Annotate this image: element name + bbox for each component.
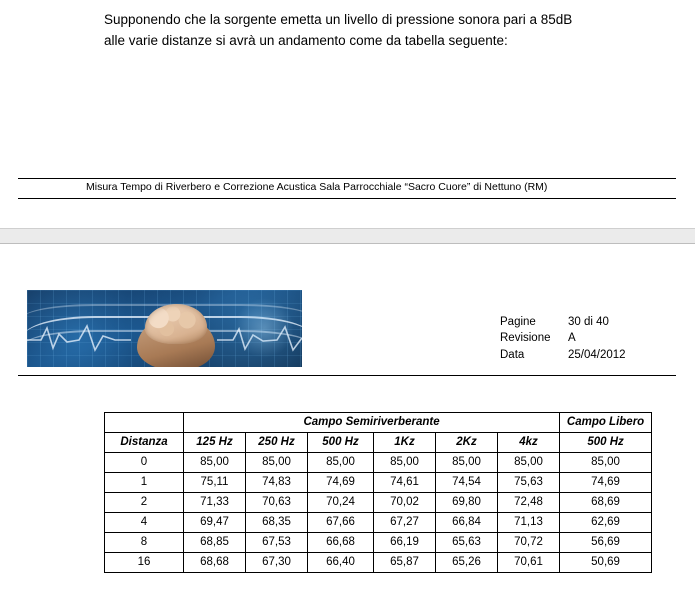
cell-value: 75,11 (184, 473, 246, 493)
table-column-header-row (105, 433, 652, 453)
table-col-500hz: 500 Hz (308, 433, 374, 453)
cell-value: 67,66 (308, 513, 374, 533)
head-illustration (131, 302, 219, 367)
intro-paragraph (104, 10, 664, 52)
footer-divider-top (18, 178, 676, 179)
meta-value-pagine: 30 di 40 (568, 316, 609, 328)
page-separator-line-top (0, 228, 695, 229)
cell-value: 65,87 (374, 553, 436, 573)
cell-value: 66,68 (308, 533, 374, 553)
cell-value: 65,63 (436, 533, 498, 553)
cell-distanza: 16 (105, 553, 184, 573)
cell-distanza: 8 (105, 533, 184, 553)
cell-value: 56,69 (560, 533, 652, 553)
cell-distanza: 1 (105, 473, 184, 493)
cell-value: 70,72 (498, 533, 560, 553)
cell-distanza: 4 (105, 513, 184, 533)
meta-value-data: 25/04/2012 (568, 348, 626, 361)
table-row (105, 493, 652, 513)
cell-value: 85,00 (374, 453, 436, 473)
cell-value: 74,83 (246, 473, 308, 493)
cell-value: 66,84 (436, 513, 498, 533)
cell-value: 69,47 (184, 513, 246, 533)
meta-row (500, 347, 626, 363)
cell-value: 62,69 (560, 513, 652, 533)
cell-value: 74,69 (308, 473, 374, 493)
page-separator (0, 228, 695, 244)
document-meta (500, 314, 626, 363)
page-fragment-bottom (0, 244, 695, 600)
cell-value: 67,53 (246, 533, 308, 553)
cell-value: 67,30 (246, 553, 308, 573)
cell-value: 66,40 (308, 553, 374, 573)
cell-value: 85,00 (308, 453, 374, 473)
table-row (105, 513, 652, 533)
meta-label-data: Data (500, 348, 525, 361)
intro-line-1: Supponendo che la sorgente emetta un livello di pressione sonora pari a 85dB (104, 12, 573, 27)
cell-value: 70,63 (246, 493, 308, 513)
cell-value: 85,00 (246, 453, 308, 473)
table-row (105, 473, 652, 493)
table-col-125hz: 125 Hz (184, 433, 246, 453)
cell-value: 74,61 (374, 473, 436, 493)
cell-value: 70,24 (308, 493, 374, 513)
table-col-4kz: 4kz (498, 433, 560, 453)
cell-value: 85,00 (184, 453, 246, 473)
cell-value: 69,80 (436, 493, 498, 513)
table-group-header-semiriverberante: Campo Semiriverberante (184, 413, 560, 433)
footer-divider-bottom (18, 198, 676, 199)
table-row (105, 453, 652, 473)
cell-value: 50,69 (560, 553, 652, 573)
image-glow (234, 298, 294, 358)
cell-value: 71,13 (498, 513, 560, 533)
table-group-header-blank (105, 413, 184, 433)
table-col-500hz-libero: 500 Hz (560, 433, 652, 453)
cell-value: 68,69 (560, 493, 652, 513)
cell-distanza: 0 (105, 453, 184, 473)
page-fragment-top (0, 0, 695, 228)
brain-icon (145, 304, 207, 344)
cell-value: 67,27 (374, 513, 436, 533)
table-group-header-libero: Campo Libero (560, 413, 652, 433)
cell-value: 72,48 (498, 493, 560, 513)
cell-value: 85,00 (498, 453, 560, 473)
table-col-distanza: Distanza (105, 433, 184, 453)
cell-value: 71,33 (184, 493, 246, 513)
cell-value: 65,26 (436, 553, 498, 573)
cell-value: 68,35 (246, 513, 308, 533)
cell-value: 74,54 (436, 473, 498, 493)
meta-row (500, 314, 626, 330)
intro-line-2: alle varie distanze si avrà un andamento come da tabella seguente: (104, 32, 508, 48)
cell-distanza: 2 (105, 493, 184, 513)
brain-waveform-image (27, 290, 302, 367)
cell-value: 85,00 (560, 453, 652, 473)
meta-value-revisione: A (568, 332, 576, 345)
table-row (105, 553, 652, 573)
cell-value: 68,68 (184, 553, 246, 573)
cell-value: 75,63 (498, 473, 560, 493)
table-col-1kz: 1Kz (374, 433, 436, 453)
footer-note: Misura Tempo di Riverbero e Correzione Acustica Sala Parrocchiale “Sacro Cuore” di Nettuno (RM) (86, 181, 548, 193)
meta-row (500, 330, 626, 346)
table-col-250hz: 250 Hz (246, 433, 308, 453)
cell-value: 66,19 (374, 533, 436, 553)
sound-pressure-table (104, 412, 652, 573)
header-divider (18, 375, 676, 376)
cell-value: 68,85 (184, 533, 246, 553)
cell-value: 74,69 (560, 473, 652, 493)
cell-value: 85,00 (436, 453, 498, 473)
meta-label-revisione: Revisione (500, 332, 551, 345)
meta-label-pagine: Pagine (500, 316, 536, 328)
table-row (105, 533, 652, 553)
table-col-2kz: 2Kz (436, 433, 498, 453)
cell-value: 70,61 (498, 553, 560, 573)
table-group-header-row (105, 413, 652, 433)
cell-value: 70,02 (374, 493, 436, 513)
sound-pressure-table-wrap (104, 412, 645, 573)
